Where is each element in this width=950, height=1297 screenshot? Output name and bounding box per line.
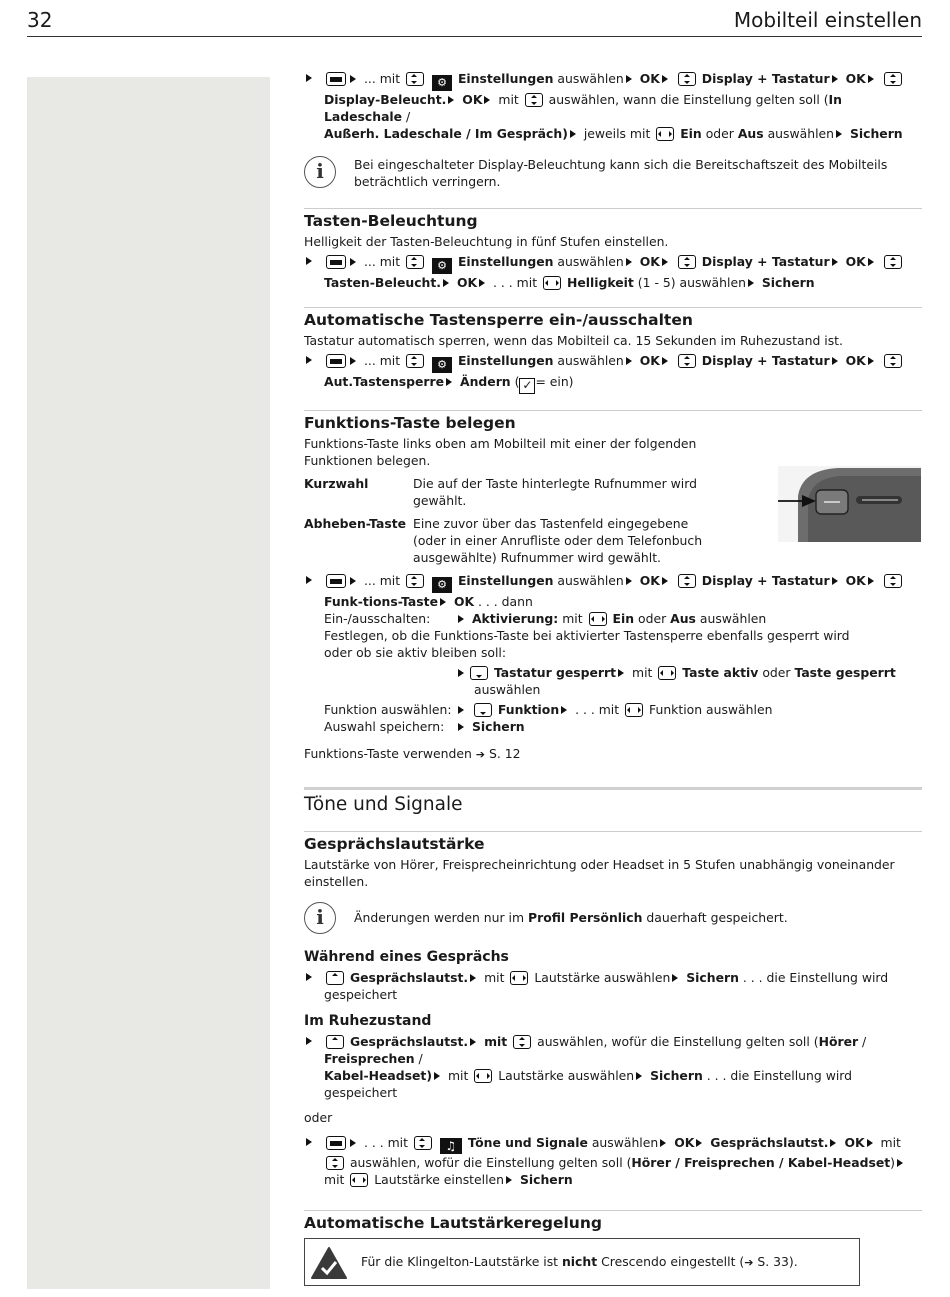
info-note: i Änderungen werden nur im Profil Persönlich dauerhaft gespeichert. (304, 902, 922, 939)
up-down-key-icon (884, 354, 902, 368)
up-key-icon (326, 971, 344, 985)
subsection-heading: Im Ruhezustand (304, 1013, 432, 1029)
down-key-icon (474, 703, 492, 717)
up-down-key-icon (884, 255, 902, 269)
section-heading: Funktions-Taste belegen (304, 414, 516, 432)
tones-chapter (304, 787, 922, 813)
gear-icon: ⚙ (432, 75, 452, 91)
keylock-step: ... mit ⚙ Einstellungen auswählen OK Display + Tastatur OK Aut.Tastensperre Ändern ( ✓ = ein) (304, 352, 922, 394)
checkbox-checked-icon: ✓ (519, 378, 535, 394)
menu-key-icon (326, 354, 346, 368)
left-right-key-icon (656, 127, 674, 141)
menu-key-icon (326, 255, 346, 269)
up-down-key-icon (678, 574, 696, 588)
section-heading: Gesprächslautstärke (304, 835, 485, 853)
menu-key-icon (326, 1136, 346, 1150)
up-down-key-icon (678, 354, 696, 368)
up-down-key-icon (525, 93, 543, 107)
music-note-icon: ♫ (440, 1138, 462, 1154)
menu-tones-step: . . . mit ♫ Töne und Signale auswählen OK Gesprächslautst. OK mit auswählen, wofür die Einstellung gelten soll (Hörer / Freisprechen / Kabel-Headset) mit Lautstärke einstellen Sichern (304, 1134, 922, 1188)
section-title: Mobilteil einstellen (733, 8, 922, 32)
left-right-key-icon (350, 1173, 368, 1187)
left-right-key-icon (625, 703, 643, 717)
arrow-right-icon: ➔ (475, 748, 486, 761)
up-down-key-icon (326, 1156, 344, 1170)
step-marker-icon (306, 74, 312, 82)
section-heading: Tasten-Beleuchtung (304, 212, 478, 230)
left-right-key-icon (510, 971, 528, 985)
function-key-step: ... mit ⚙ Einstellungen auswählen OK Display + Tastatur OK Funk-tions-Taste OK . . . dann Ein-/ausschalten: Aktivierung: mit Ein oder Aus auswählen Festlegen, ob die Funktions-Taste bei aktivierter Tastensperre ebenfalls gesperrt wird oder ob sie aktiv bleiben soll: Tastatur gesperrt mit Taste aktiv oder Taste gesperrt auswählen Funktion auswählen: Funktion . . . mit Funktion auswählen Auswahl speichern: Sichern (304, 572, 922, 735)
warning-note: Für die Klingelton-Lautstärke ist nicht Crescendo eingestellt (➔ S. 33). (304, 1238, 860, 1286)
key-light-step: ... mit ⚙ Einstellungen auswählen OK Display + Tastatur OK Tasten-Beleucht. OK . . . mit Helligkeit (1 - 5) auswählen Sichern (304, 253, 922, 291)
page-header (27, 0, 922, 37)
sidebar-panel (27, 77, 270, 1289)
left-right-key-icon (474, 1069, 492, 1083)
navigation-key-icon (406, 72, 424, 86)
up-down-key-icon (678, 255, 696, 269)
display-light-step: ... mit ⚙ Einstellungen auswählen OK Display + Tastatur OK Display-Beleucht. OK mit auswählen, wann die Einstellung gelten soll (In Ladeschale / Außerh. Ladeschale / Im Gespräch) jeweils mit Ein oder Aus auswählen Sichern (304, 70, 922, 142)
navigation-key-icon (406, 574, 424, 588)
info-note: i Bei eingeschalteter Display-Beleuchtung kann sich die Bereitschaftszeit des Mobilteils beträchtlich verringern. (304, 156, 922, 194)
up-key-icon (326, 1035, 344, 1049)
main-content (304, 70, 922, 1286)
up-down-key-icon (884, 574, 902, 588)
warning-check-icon (311, 1246, 347, 1280)
navigation-key-icon (406, 255, 424, 269)
chapter-heading: Töne und Signale (304, 794, 463, 815)
subsection-heading: Während eines Gesprächs (304, 949, 509, 965)
section-heading: Automatische Lautstärkeregelung (304, 1214, 602, 1232)
info-icon: i (304, 156, 336, 188)
info-icon: i (304, 902, 336, 934)
left-right-key-icon (589, 612, 607, 626)
menu-key-icon (326, 574, 346, 588)
section-heading: Automatische Tastensperre ein-/ausschalten (304, 311, 693, 329)
cross-reference: Funktions-Taste verwenden ➔ S. 12 (304, 746, 521, 761)
arrow-right-icon: ➔ (744, 1256, 754, 1269)
definition-row: Abheben-Taste Eine zuvor über das Tastenfeld eingegebene (oder in einer Anrufliste oder dem Telefonbuch ausgewählte) Rufnummer wird gewählt. (304, 516, 703, 565)
gear-icon: ⚙ (432, 357, 452, 373)
page-number: 32 (27, 8, 53, 32)
idle-step: Gesprächslautst. mit auswählen, wofür die Einstellung gelten soll (Hörer / Freisprechen / Kabel-Headset) mit Lautstärke auswählen Sichern . . . die Einstellung wird gespeichert (304, 1033, 922, 1101)
up-down-key-icon (884, 72, 902, 86)
gear-icon: ⚙ (432, 258, 452, 274)
gear-icon: ⚙ (432, 577, 452, 593)
down-key-icon (470, 666, 488, 680)
up-down-key-icon (513, 1035, 531, 1049)
definition-row: Kurzwahl Die auf der Taste hinterlegte Rufnummer wird gewählt. (304, 476, 697, 508)
left-right-key-icon (543, 276, 561, 290)
auto-volume-section (304, 1210, 922, 1286)
function-key-section: Funktions-Taste belegen Funktions-Taste links oben am Mobilteil mit einer der folgenden Funktionen belegen. Kurzwahl Die auf der Taste hinterlegte Rufnummer wird gewählt. Abheben-Taste Eine zuvor über das Tastenfeld eingegebene (oder in einer Anrufliste oder dem Telefonbuch ausgewählte) Rufnummer wird gewählt. ... mit ⚙ Einstellungen auswählen OK Display + Tastatur OK Funk-tions-Taste OK . . . dann Ein-/ausschalten: Aktivierung: mit Ein oder Aus auswählen Festlegen, ob die Funktions-Taste bei aktivierter Tastensperre ebenfalls gesperrt wird oder ob sie aktiv bleiben soll: Tastatur gesperrt mit Taste aktiv oder Taste gesperrt auswählen Funktion auswählen: Funktion . . . mit Funktion auswählen Auswahl speichern: Sichern Funktions-Taste verwenden ➔ S. 12 (304, 410, 922, 763)
navigation-key-icon (414, 1136, 432, 1150)
keylock-section: Automatische Tastensperre ein-/ausschalten Tastatur automatisch sperren, wenn das Mobilteil ca. 15 Sekunden im Ruhezustand ist. ... mit ⚙ Einstellungen auswählen OK Display + Tastatur OK Aut.Tastensperre Ändern ( ✓ = ein) (304, 307, 922, 394)
call-volume-section: Gesprächslautstärke Lautstärke von Hörer, Freisprecheinrichtung oder Headset in 5 Stufen unabhängig voneinander einstellen. i Änderungen werden nur im Profil Persönlich dauerhaft gespeichert. Während eines Gesprächs Gesprächslautst. mit Lautstärke auswählen Sichern . . . die Einstellung wird gespeichert Im Ruhezustand Gesprächslautst. mit auswählen, wofür die Einstellung gelten soll (Hörer / Freisprechen / Kabel-Headset) mit Lautstärke auswählen Sichern . . . die Einstellung wird gespeichert oder . . . mit ♫ Töne und Signale auswählen OK Gesprächslautst. OK mit auswählen, wofür die Einstellung gelten soll (Hörer / Freisprechen / Kabel-Headset) mit Lautstärke einstellen Sichern (304, 831, 922, 1188)
left-right-key-icon (658, 666, 676, 680)
navigation-key-icon (406, 354, 424, 368)
key-light-section: Tasten-Beleuchtung Helligkeit der Tasten-Beleuchtung in fünf Stufen einstellen. ... mit ⚙ Einstellungen auswählen OK Display + Tastatur OK Tasten-Beleucht. OK . . . mit Helligkeit (1 - 5) auswählen Sichern (304, 208, 922, 291)
menu-key-icon (326, 72, 346, 86)
up-down-key-icon (678, 72, 696, 86)
during-call-step: Gesprächslautst. mit Lautstärke auswählen Sichern . . . die Einstellung wird gespeichert (304, 969, 922, 1003)
